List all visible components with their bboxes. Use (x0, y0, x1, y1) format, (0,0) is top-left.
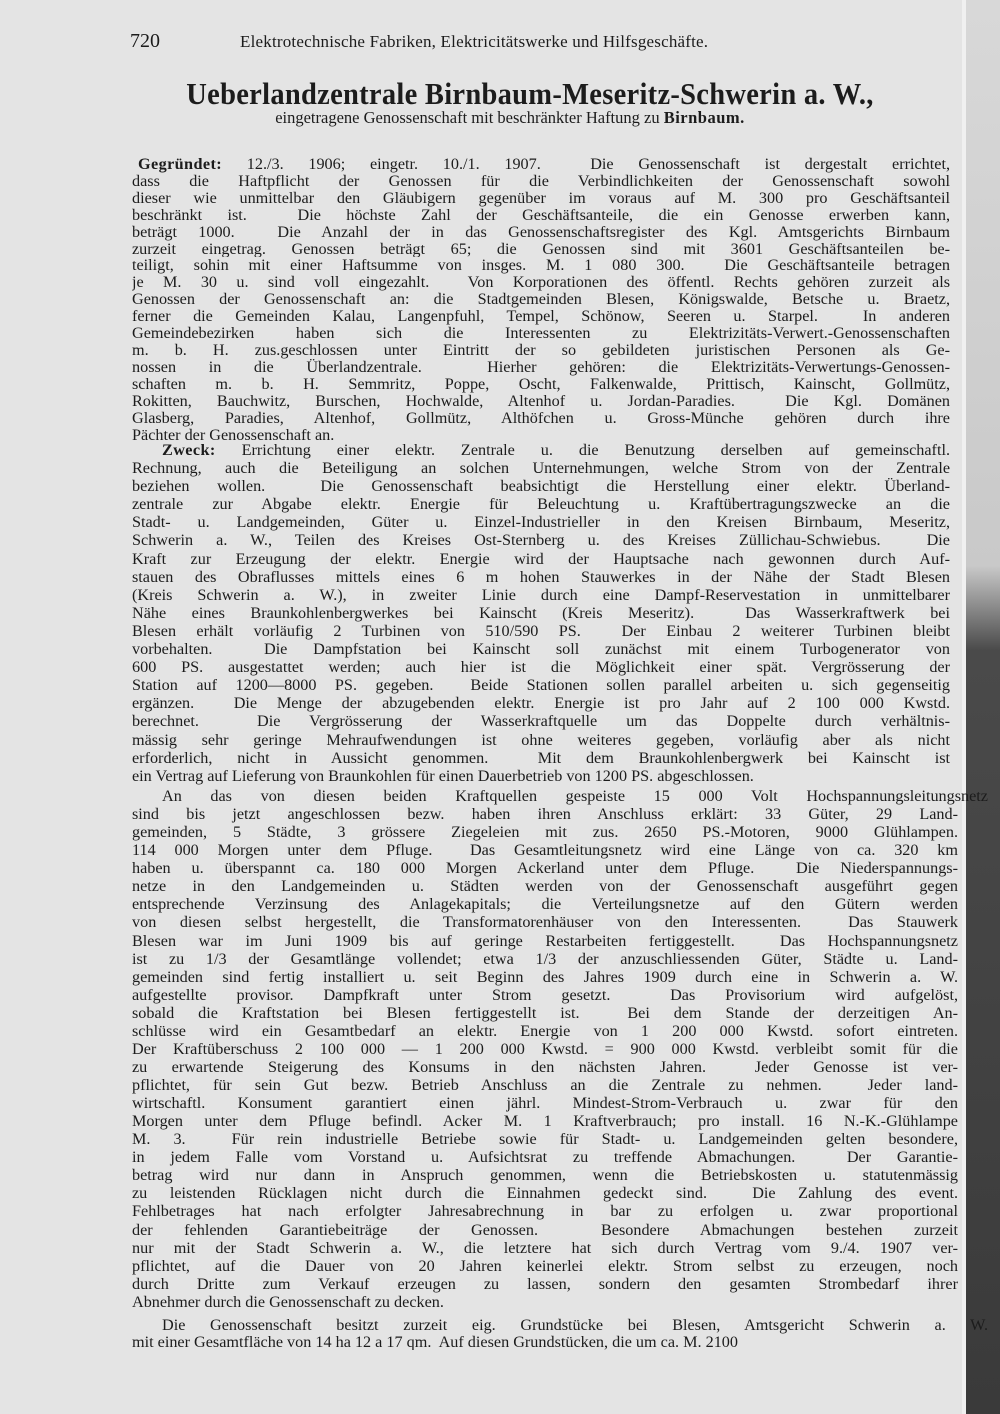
text-line (132, 712, 950, 730)
line-text: zurzeit eingetrag. Genossen beträgt 65; die Genossen sind mit 3601 Geschäftsanteilen be- (132, 240, 950, 258)
line-text: Der Kraftüberschuss 2 100 000 — 1 200 000 Kwstd. = 900 000 Kwstd. verbleibt somit für die (132, 1039, 958, 1058)
text-line (132, 1221, 958, 1239)
text-line (132, 1112, 958, 1130)
line-text: entsprechende Verzinsung des Anlagekapitals; die Verteilungsnetze auf den Gütern werden (132, 895, 958, 914)
line-text: ein Vertrag auf Lieferung von Braunkohlen für einen Dauerbetrieb von 1200 PS. abgeschlossen. (132, 766, 754, 785)
line-text: sind bis jetzt angeschlossen bezw. haben ihren Anschluss erklärt: 33 Güter, 29 Land- (132, 805, 958, 824)
text-line (132, 495, 950, 513)
text-line (132, 1040, 958, 1058)
text-line (132, 224, 950, 241)
line-text: Glasberg, Paradies, Altenhof, Gollmütz, Althöfchen u. Gross-Münche gehören durch ihre (132, 409, 950, 427)
line-text: zu leistenden Rücklagen nicht durch die Einnahmen gedeckt sind. Die Zahlung des event. (132, 1184, 958, 1203)
paragraph-founding (132, 156, 950, 443)
line-text: beträgt 1000. Die Anzahl der in das Genossenschaftsregister des Kgl. Amtsgerichts Birnbaum (132, 223, 950, 241)
line-text: von diesen selbst hergestellt, die Transformatorenhäuser von den Interessenten. Das Stauwerk (132, 913, 958, 932)
text-line (132, 913, 958, 931)
text-line (132, 731, 950, 749)
text-line (132, 308, 950, 325)
text-line (132, 767, 950, 785)
text-line (132, 895, 958, 913)
text-line (132, 1275, 958, 1293)
line-text: haben u. überspannt ca. 180 000 Morgen Ackerland unter dem Pfluge. Die Niederspannungs- (132, 859, 958, 878)
line-text: Blesen erhält vorläufig 2 Turbinen von 510/590 PS. Der Einbau 2 weiterer Turbinen bleibt (132, 621, 950, 640)
text-line (132, 1239, 958, 1257)
line-text: schaften m. b. H. Semmritz, Poppe, Oscht, Falkenwalde, Prittisch, Kainscht, Gollmütz, (132, 375, 950, 393)
line-text: (Kreis Schwerin a. W.), in zweiter Linie durch eine Dampf-Reservestation in unmittelbarer (132, 585, 950, 604)
line-text: schlüsse wird ein Gesamtbedarf an elektr. Energie von 1 200 000 Kwstd. sofort eintreten. (132, 1021, 958, 1040)
lead-heading: Gegründet: (138, 156, 223, 173)
line-text: Die Genossenschaft besitzt zurzeit eig. Grundstücke bei Blesen, Amtsgericht Schwerin a. W. (162, 1317, 988, 1334)
line-text: berechnet. Die Vergrösserung der Wasserkraftquelle um das Doppelte durch verhältnis- (132, 712, 950, 731)
text-line (132, 241, 950, 258)
text-line (132, 604, 950, 622)
subtitle-text: eingetragene Genossenschaft mit beschränkter Haftung zu (275, 108, 664, 127)
text-line (132, 342, 950, 359)
line-text: Gemeindebezirken haben sich die Interessenten zu Elektrizitäts-Verwert.-Genossenschaften (132, 325, 950, 342)
line-text: wirtschaftl. Konsument garantiert einen jährl. Mindest-Strom-Verbrauch u. zwar für den (132, 1094, 958, 1113)
line-text: zentrale zur Abgabe elektr. Energie für Beleuchtung u. Kraftübertragungszwecke an die (132, 495, 950, 514)
line-text: pflichtet, für sein Gut bezw. Betrieb Anschluss an die Zentrale zu nehmen. Jeder land- (132, 1076, 958, 1094)
text-line (132, 1130, 958, 1148)
text-line (132, 622, 950, 640)
line-text: M. 3. Für rein industrielle Betriebe sowie für Stadt- u. Landgemeinden gelten besondere, (132, 1130, 958, 1149)
text-line (132, 877, 958, 895)
line-text: m. b. H. zus.geschlossen unter Eintritt der so gebildeten juristischen Personen als Ge- (132, 341, 950, 359)
text-line (132, 1094, 958, 1112)
line-text: Morgen unter dem Pfluge befindl. Acker M. 1 Kraftverbrauch; pro install. 16 N.-K.-Glühlampe (132, 1112, 958, 1131)
text-line (132, 950, 958, 968)
line-text: ist zu 1/3 der Gesamtlänge vollendet; etwa 1/3 der anzuschliessenden Güter, Städte u. Land- (132, 949, 958, 968)
text-line (132, 568, 950, 586)
text-line (132, 986, 958, 1004)
text-line (132, 1202, 958, 1220)
text-line (132, 859, 958, 877)
text-line (132, 932, 958, 950)
paragraph-property (132, 1317, 988, 1350)
line-text: Nähe eines Braunkohlenbergwerkes bei Kainscht (Kreis Meseritz). Das Wasserkraftwerk bei (132, 603, 950, 622)
text-line (132, 640, 950, 658)
line-text: vorbehalten. Die Dampfstation bei Kainscht soll zunächst mit einem Turbogenerator von (132, 640, 950, 659)
text-line (132, 207, 950, 224)
line-text: mässig sehr geringe Mehraufwendungen ist ohne weiteres gegeben, vorläufig aber als nicht (132, 730, 950, 749)
text-line (132, 676, 950, 694)
line-text: An das von diesen beiden Kraftquellen gespeiste 15 000 Volt Hochspannungsleitungsnetz (162, 787, 988, 805)
text-line (132, 477, 950, 495)
text-line (132, 1022, 958, 1040)
line-text: mit einer Gesamtfläche von 14 ha 12 a 17 qm. Auf diesen Grundstücken, die um ca. M. 2100 (132, 1333, 738, 1350)
line-text: 600 PS. ausgestattet werden; auch hier ist die Möglichkeit einer spät. Vergrösserung der (132, 658, 950, 677)
text-line (132, 1076, 958, 1094)
text-line (132, 291, 950, 308)
text-line (132, 1257, 958, 1275)
line-text: stauen des Obraflusses mittels eines 6 m hohen Stauwerkes in der Nähe der Stadt Blesen (132, 567, 950, 586)
line-text: beschränkt ist. Die höchste Zahl der Geschäftsanteile, die ein Genosse erwerben kann, (132, 206, 950, 224)
line-text: netze in den Landgemeinden u. Städten werden von der Genossenschaft ausgeführt gegen (132, 877, 958, 896)
line-text: pflichtet, auf die Dauer von 20 Jahren keinerlei elektr. Strom selbst zu erzeugen, noch (132, 1256, 958, 1275)
line-text: ergänzen. Die Menge der abzugebenden elektr. Energie ist pro Jahr auf 2 100 000 Kwstd. (132, 694, 950, 713)
text-line (132, 550, 950, 568)
text-line (132, 257, 950, 274)
line-text: Genossen der Genossenschaft an: die Stadtgemeinden Blesen, Königswalde, Betsche u. Braetz, (132, 291, 950, 309)
line-text: Abnehmer durch die Genossenschaft zu decken. (132, 1292, 444, 1311)
line-text: Blesen war im Juni 1909 bis auf geringe Restarbeiten fertiggestellt. Das Hochspannungsnetz (132, 931, 958, 950)
line-text: gemeinden sind fertig installiert u. seit Beginn des Jahres 1909 durch eine in Schwerin a. W. (132, 967, 958, 986)
text-line (132, 513, 950, 531)
line-text: in jedem Falle vom Vorstand u. Aufsichtsrat zu treffende Abmachungen. Der Garantie- (132, 1148, 958, 1167)
text-line (132, 441, 950, 459)
running-head: Elektrotechnische Fabriken, Elektricitätswerke und Hilfsgeschäfte. (240, 32, 709, 51)
text-line (132, 1148, 958, 1166)
line-text: ferner die Gemeinden Kalau, Langenpfuhl, Tempel, Schönow, Seeren u. Starpel. In anderen (132, 308, 950, 326)
line-text: durch Dritte zum Verkauf erzeugen zu lassen, sondern den gesamten Strombedarf ihrer (132, 1274, 958, 1293)
line-text: Stadt- u. Landgemeinden, Güter u. Einzel-Industrieller in den Kreisen Birnbaum, Meseritz, (132, 513, 950, 532)
text-line (132, 787, 988, 805)
page-number: 720 (130, 30, 160, 52)
line-text: Schwerin a. W., Teilen des Kreises Ost-Sternberg u. des Kreises Züllichau-Schwiebus. Die (132, 531, 950, 550)
line-text: sobald die Kraftstation bei Blesen fertiggestellt ist. Bei dem Stande der derzeitigen An- (132, 1003, 958, 1022)
text-line (132, 586, 950, 604)
text-line (132, 1004, 958, 1022)
line-text: gemeinden, 5 Städte, 3 grössere Ziegeleien mit zus. 2650 PS.-Motoren, 9000 Glühlampen. (132, 823, 958, 842)
line-text: Rechnung, auch die Beteiligung an solchen Unternehmungen, welche Strom von der Zentrale (132, 459, 950, 478)
text-line (132, 1334, 958, 1351)
paragraph-network (132, 787, 988, 1311)
line-text: teiligt, sohin mit einer Haftsumme von insges. M. 1 080 300. Die Geschäftsanteile betragen (132, 257, 950, 275)
lead-heading: Zweck: (162, 441, 216, 459)
paragraph-purpose (132, 441, 950, 785)
scan-border (966, 0, 1000, 1414)
text-line (132, 1166, 958, 1184)
text-line (132, 749, 950, 767)
text-line (132, 1058, 958, 1076)
entry-title: Ueberlandzentrale Birnbaum-Meseritz-Schwerin a. W., (186, 76, 874, 111)
text-line (132, 459, 950, 477)
line-text: beziehen wollen. Die Genossenschaft beabsichtigt die Herstellung einer elektr. Überland- (132, 477, 950, 496)
line-text: Fehlbetrages hat nach erfolgter Jahresabrechnung in bar zu erfolgen u. zwar proportional (132, 1202, 958, 1221)
line-text: Errichtung einer elektr. Zentrale u. die Benutzung derselben auf gemeinschaftl. (215, 441, 950, 459)
line-text: aufgestellte provisor. Dampfkraft unter Strom gesetzt. Das Provisorium wird aufgelöst, (132, 985, 958, 1004)
text-line (132, 1317, 988, 1334)
line-text: betrag wird nur dann in Anspruch genommen, wenn die Betriebskosten u. statutenmässig (132, 1166, 958, 1185)
text-line (132, 359, 950, 376)
line-text: Pächter der Genossenschaft an. (132, 426, 335, 444)
line-text: je M. 30 u. sind voll eingezahlt. Von Korporationen des öffentl. Rechts gehören zurzeit als (132, 274, 950, 292)
text-line (132, 190, 950, 207)
text-line (132, 410, 950, 427)
text-line (132, 531, 950, 549)
subtitle-place: Birnbaum. (663, 108, 745, 127)
line-text: zu erwartende Steigerung des Konsums in den nächsten Jahren. Jeder Genosse ist ver- (132, 1057, 958, 1076)
line-text: dass die Haftpflicht der Genossen für die Verbindlichkeiten der Genossenschaft sowohl (132, 172, 950, 190)
text-line (132, 1184, 958, 1202)
text-line (132, 1293, 958, 1311)
line-text: Station auf 1200—8000 PS. gegeben. Beide Stationen sollen parallel arbeiten u. sich gegenseitig (132, 676, 950, 695)
line-text: dieser wie unmittelbar den Gläubigern gegenüber im voraus auf M. 300 pro Geschäftsanteil (132, 189, 950, 207)
text-line (132, 805, 958, 823)
text-line (132, 968, 958, 986)
entry-subtitle (130, 108, 890, 128)
text-line (132, 823, 958, 841)
line-text: Rokitten, Bauchwitz, Burschen, Hochwalde, Altenhof u. Jordan-Paradies. Die Kgl. Domänen (132, 392, 950, 410)
line-text: Kraft zur Erzeugung der elektr. Energie wird der Hauptsache nach gewonnen durch Auf- (132, 549, 950, 568)
line-text: erforderlich, nicht in Aussicht genommen. Mit dem Braunkohlenbergwerk bei Kainscht ist (132, 748, 950, 767)
text-line (132, 173, 950, 190)
text-line (132, 393, 950, 410)
line-text: 12./3. 1906; eingetr. 10./1. 1907. Die Genossenschaft ist dergestalt errichtet, (222, 156, 950, 173)
text-line (132, 658, 950, 676)
line-text: nur mit der Stadt Schwerin a. W., die letztere hat sich durch Vertrag vom 9./4. 1907 ver- (132, 1238, 958, 1257)
text-line (132, 841, 958, 859)
text-line (132, 325, 950, 342)
text-line (132, 694, 950, 712)
text-line (132, 156, 950, 173)
text-line (132, 376, 950, 393)
line-text: der fehlenden Garantiebeiträge der Genossen. Besondere Abmachungen bestehen zurzeit (132, 1220, 958, 1239)
text-line (132, 274, 950, 291)
line-text: 114 000 Morgen unter dem Pfluge. Das Gesamtleitungsnetz wird eine Länge von ca. 320 km (132, 841, 958, 860)
line-text: nossen in die Überlandzentrale. Hierher gehören: die Elektrizitäts-Verwertungs-Genossen- (132, 358, 950, 376)
